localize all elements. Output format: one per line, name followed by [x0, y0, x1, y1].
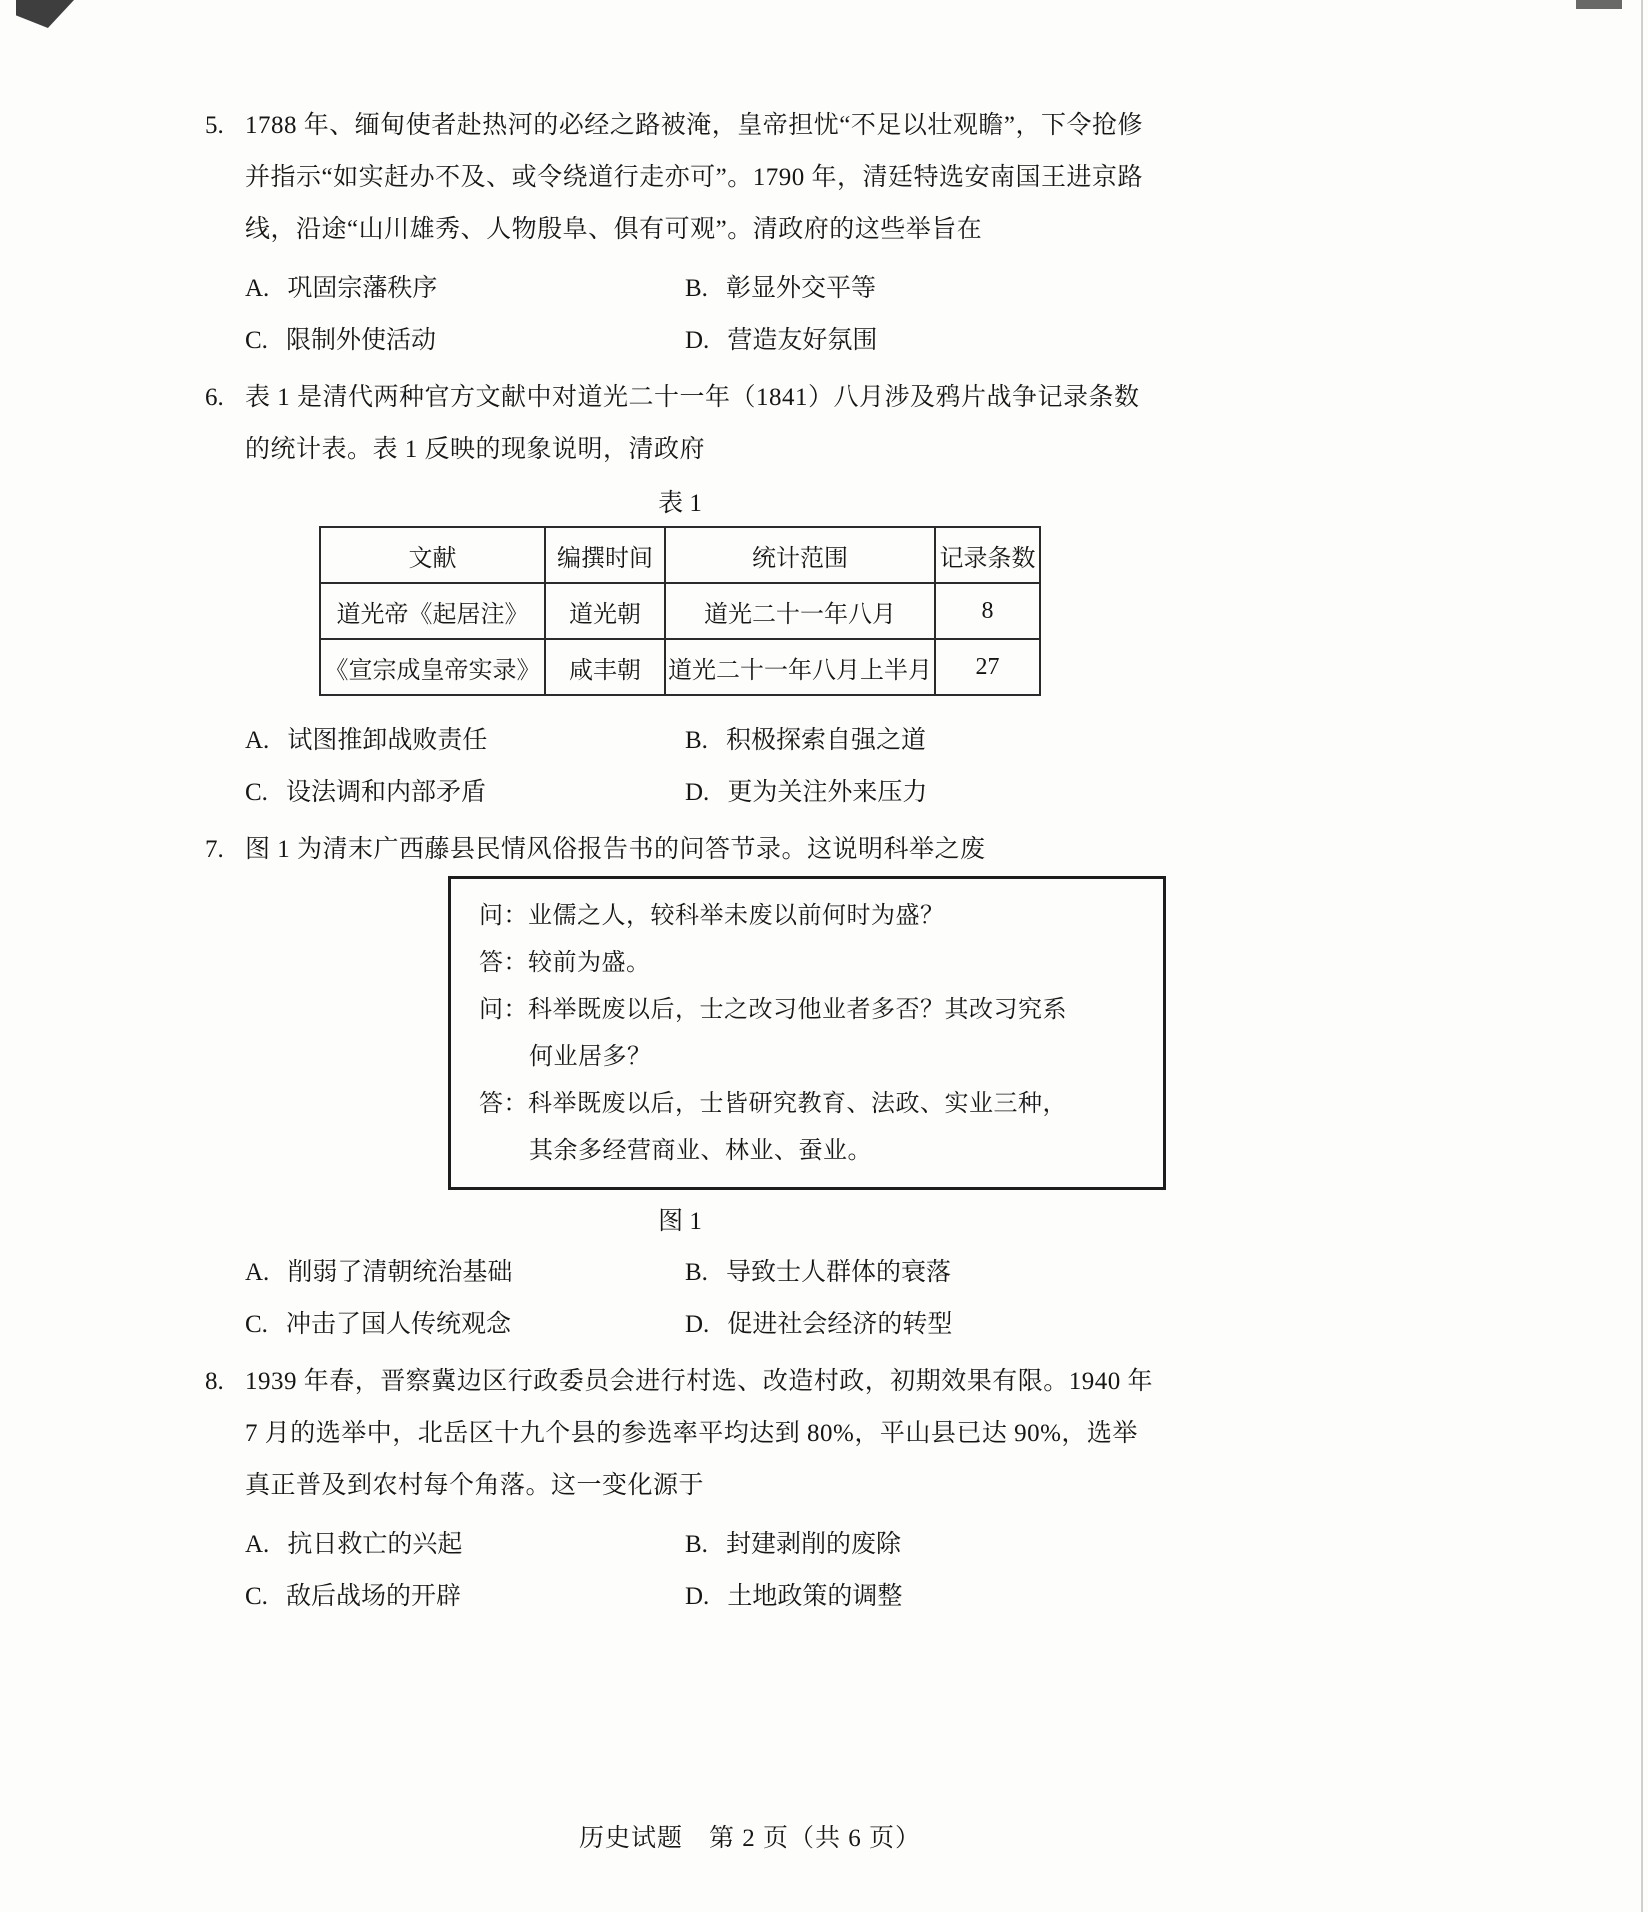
- question-5-number: 5.: [205, 112, 224, 139]
- table-cell: 《宣宗成皇帝实录》: [320, 639, 545, 695]
- question-8-option-b: [685, 1524, 901, 1560]
- question-7-number: 7.: [205, 836, 224, 863]
- question-5-options: [205, 260, 1155, 364]
- option-label: C.: [245, 1311, 268, 1338]
- question-8-stem: 1939 年春，晋察冀边区行政委员会进行村选、改造村政，初期效果有限。1940 年 7 月的选举中，北岳区十九个县的参选率平均达到 80%，平山县已达 90%，选举真正普及到农村每个角落。这一变化源于: [245, 1368, 1154, 1499]
- option-label: C.: [245, 1583, 268, 1610]
- option-text: 限制外使活动: [285, 327, 436, 354]
- option-label: B.: [685, 275, 708, 302]
- option-text: 敌后战场的开辟: [285, 1583, 461, 1610]
- figure-line: 答：较前为盛。: [479, 950, 651, 976]
- option-label: C.: [245, 779, 268, 806]
- question-8: [205, 1356, 1155, 1620]
- table-row: [320, 583, 1040, 639]
- question-6-options: [205, 712, 1155, 816]
- question-8-options: [205, 1516, 1155, 1620]
- option-label: D.: [685, 1311, 710, 1338]
- option-label: A.: [245, 727, 270, 754]
- question-5-option-a: [245, 268, 685, 304]
- question-8-option-d: [685, 1576, 902, 1612]
- table-header-row: [320, 527, 1040, 583]
- exam-content: [205, 100, 1155, 1628]
- option-label: B.: [685, 1259, 708, 1286]
- option-text: 抗日救亡的兴起: [287, 1531, 463, 1558]
- question-6: [205, 372, 1155, 816]
- option-label: A.: [245, 1531, 270, 1558]
- question-8-option-c: [245, 1576, 685, 1612]
- scan-artifact-top-right: [1576, 0, 1622, 9]
- question-7-option-b: [685, 1252, 951, 1288]
- option-text: 试图推卸战败责任: [287, 727, 488, 754]
- table-header-count: 记录条数: [935, 527, 1040, 583]
- table-header-document: 文献: [320, 527, 545, 583]
- table-cell: 8: [935, 583, 1040, 639]
- table-cell: 道光朝: [545, 583, 665, 639]
- option-label: C.: [245, 327, 268, 354]
- table-header-scope: 统计范围: [665, 527, 935, 583]
- question-6-option-c: [245, 772, 685, 808]
- option-text: 更为关注外来压力: [727, 779, 928, 806]
- figure-1-box: [448, 876, 1166, 1190]
- question-7-option-d: [685, 1304, 952, 1340]
- question-5-option-d: [685, 320, 877, 356]
- option-label: A.: [245, 275, 270, 302]
- table-1-caption: 表 1: [658, 490, 702, 517]
- question-8-number: 8.: [205, 1368, 224, 1395]
- question-5-option-b: [685, 268, 876, 304]
- option-label: B.: [685, 727, 708, 754]
- question-6-number: 6.: [205, 384, 224, 411]
- option-label: A.: [245, 1259, 270, 1286]
- option-text: 削弱了清朝统治基础: [287, 1259, 513, 1286]
- question-6-stem: 表 1 是清代两种官方文献中对道光二十一年（1841）八月涉及鸦片战争记录条数的统计表。表 1 反映的现象说明，清政府: [245, 384, 1140, 463]
- page-footer: 历史试题 第 2 页（共 6 页）: [578, 1825, 921, 1852]
- option-text: 促进社会经济的转型: [727, 1311, 953, 1338]
- question-6-option-a: [245, 720, 685, 756]
- question-7-stem: 图 1 为清末广西藤县民情风俗报告书的问答节录。这说明科举之废: [245, 836, 986, 863]
- table-header-compile-time: 编撰时间: [545, 527, 665, 583]
- question-5: [205, 100, 1155, 364]
- figure-line: 问：业儒之人，较科举未废以前何时为盛？: [479, 903, 945, 929]
- question-8-option-a: [245, 1524, 685, 1560]
- option-label: D.: [685, 327, 710, 354]
- figure-line: 其余多经营商业、林业、蚕业。: [529, 1138, 872, 1164]
- option-text: 巩固宗藩秩序: [287, 275, 438, 302]
- question-7-option-a: [245, 1252, 685, 1288]
- option-text: 封建剥削的废除: [725, 1531, 901, 1558]
- table-1: [205, 484, 1155, 708]
- table-cell: 道光帝《起居注》: [320, 583, 545, 639]
- scan-edge-right: [1641, 0, 1643, 1912]
- option-text: 导致士人群体的衰落: [725, 1259, 951, 1286]
- question-7: [205, 824, 1155, 1348]
- option-text: 彰显外交平等: [725, 275, 876, 302]
- question-5-option-c: [245, 320, 685, 356]
- option-label: D.: [685, 1583, 710, 1610]
- table-cell: 咸丰朝: [545, 639, 665, 695]
- option-label: D.: [685, 779, 710, 806]
- option-text: 设法调和内部矛盾: [285, 779, 486, 806]
- records-table: [319, 526, 1041, 696]
- option-text: 冲击了国人传统观念: [285, 1311, 511, 1338]
- option-text: 土地政策的调整: [727, 1583, 903, 1610]
- table-cell: 道光二十一年八月: [665, 583, 935, 639]
- option-text: 营造友好氛围: [727, 327, 878, 354]
- option-text: 积极探索自强之道: [725, 727, 926, 754]
- question-6-option-d: [685, 772, 927, 808]
- figure-line: 何业居多？: [529, 1044, 652, 1070]
- question-5-stem: 1788 年、缅甸使者赴热河的必经之路被淹，皇帝担忧“不足以壮观瞻”，下令抢修并指示“如实赶办不及、或令绕道行走亦可”。1790 年，清廷特选安南国王进京路线，沿途“山川雄秀、人物殷阜、俱有可观”。清政府的这些举旨在: [245, 112, 1143, 243]
- figure-1-caption: 图 1: [658, 1208, 702, 1235]
- question-7-options: [205, 1244, 1155, 1348]
- question-7-option-c: [245, 1304, 685, 1340]
- scan-artifact-top-left: [16, 0, 74, 28]
- table-cell: 27: [935, 639, 1040, 695]
- table-cell: 道光二十一年八月上半月: [665, 639, 935, 695]
- question-6-option-b: [685, 720, 926, 756]
- figure-line: 答：科举既废以后，士皆研究教育、法政、实业三种，: [479, 1091, 1067, 1117]
- option-label: B.: [685, 1531, 708, 1558]
- figure-line: 问：科举既废以后，士之改习他业者多否？其改习究系: [479, 997, 1067, 1023]
- table-row: [320, 639, 1040, 695]
